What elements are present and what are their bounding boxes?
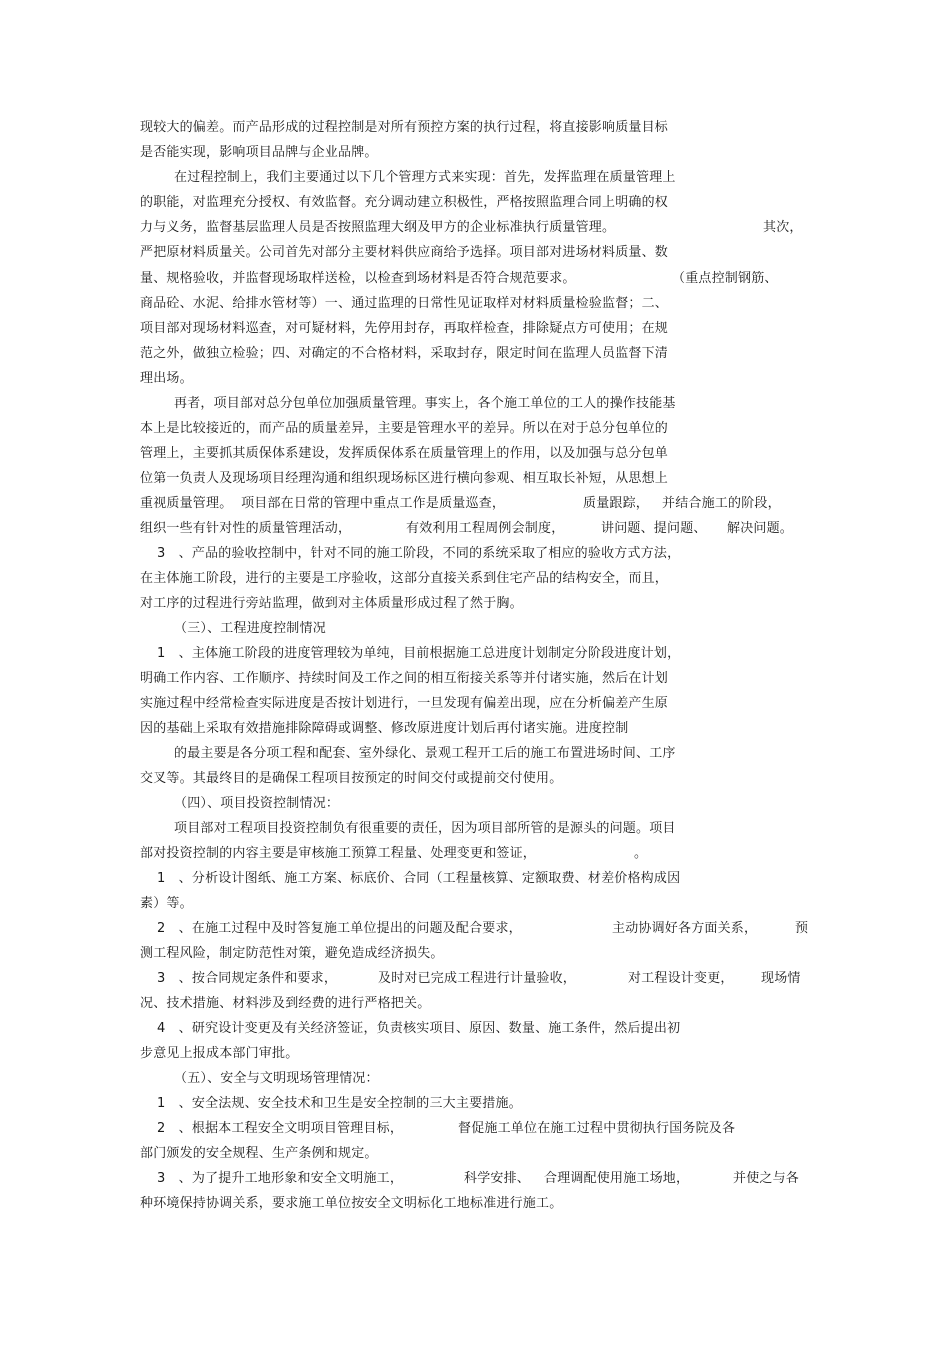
text-line: 1 、分析设计图纸、施工方案、标底价、合同（工程量核算、定额取费、材差价格构成因: [157, 871, 681, 886]
text-line: 部对投资控制的内容主要是审核施工预算工程量、处理变更和签证，: [140, 846, 537, 861]
text-line: 对工程设计变更，: [628, 971, 734, 986]
text-line: 步意见上报成本部门审批。: [140, 1046, 299, 1061]
text-line: 管理上，主要抓其质保体系建设，发挥质保体系在质量管理上的作用，以及加强与总分包单: [140, 446, 669, 461]
text-line: 解决问题。: [727, 521, 794, 536]
text-line: 现场情: [761, 971, 801, 986]
text-line: 项目部对工程项目投资控制负有很重要的责任，因为项目部所管的是源头的问题。项目: [174, 821, 676, 836]
text-line: 严把原材料质量关。公司首先对部分主要材料供应商给予选择。项目部对进场材料质量、数: [140, 245, 669, 260]
text-line: 交叉等。其最终目的是确保工程项目按预定的时间交付或提前交付使用。: [140, 771, 563, 786]
section-heading: （五）、安全与文明现场管理情况：: [174, 1071, 379, 1086]
text-line: 再者，项目部对总分包单位加强质量管理。事实上，各个施工单位的工人的操作技能基: [174, 396, 676, 411]
text-line: 量、规格验收，并监督现场取样送检，以检查到场材料是否符合规范要求。: [140, 271, 576, 286]
text-line: 实施过程中经常检查实际进度是否按计划进行，一旦发现有偏差出现，应在分析偏差产生原: [140, 696, 669, 711]
text-line: 有效利用工程周例会制度，: [406, 521, 565, 536]
text-line: 质量跟踪，: [583, 496, 650, 511]
text-line: 其次，: [763, 220, 803, 235]
text-line: 科学安排、: [464, 1171, 531, 1186]
text-line: 况、技术措施、材料涉及到经费的进行严格把关。: [140, 996, 431, 1011]
text-line: 是否能实现，影响项目品牌与企业品牌。: [140, 145, 378, 160]
text-line: 对工序的过程进行旁站监理，做到对主体质量形成过程了然于胸。: [140, 596, 523, 611]
text-line: 力与义务，监督基层监理人员是否按照监理大纲及甲方的企业标准执行质量管理。: [140, 220, 616, 235]
text-line: 商品砼、水泥、给排水管材等）一、通过监理的日常性见证取样对材料质量检验监督；二、: [140, 296, 669, 311]
text-line: 3 、产品的验收控制中，针对不同的施工阶段，不同的系统采取了相应的验收方式方法，: [157, 546, 681, 561]
text-line: 督促施工单位在施工过程中贯彻执行国务院及各: [458, 1121, 736, 1136]
text-line: 组织一些有针对性的质量管理活动，: [140, 521, 352, 536]
section-heading: （三）、工程进度控制情况: [174, 621, 326, 636]
text-line: 素）等。: [140, 896, 193, 911]
text-line: 现较大的偏差。而产品形成的过程控制是对所有预控方案的执行过程，将直接影响质量目标: [140, 120, 669, 135]
text-line: 因的基础上采取有效措施排除障碍或调整、修改原进度计划后再付诸实施。进度控制: [140, 721, 629, 736]
text-line: 本上是比较接近的，而产品的质量差异，主要是管理水平的差异。所以在对于总分包单位的: [140, 421, 669, 436]
text-line: 明确工作内容、工作顺序、持续时间及工作之间的相互衔接关系等并付诸实施，然后在计划: [140, 671, 669, 686]
text-line: 3 、为了提升工地形象和安全文明施工，: [157, 1171, 404, 1186]
text-line: 2 、在施工过程中及时答复施工单位提出的问题及配合要求，: [157, 921, 522, 936]
text-line: 在主体施工阶段，进行的主要是工序验收，这部分直接关系到住宅产品的结构安全，而且，: [140, 571, 669, 586]
text-line: 并使之与各: [733, 1171, 800, 1186]
text-line: 1 、主体施工阶段的进度管理较为单纯，目前根据施工总进度计划制定分阶段进度计划，: [157, 646, 681, 661]
text-line: 。: [634, 846, 648, 861]
section-heading: （四）、项目投资控制情况：: [174, 796, 340, 811]
text-line: 2 、根据本工程安全文明项目管理目标，: [157, 1121, 404, 1136]
text-line: 及时对已完成工程进行计量验收，: [378, 971, 577, 986]
text-line: 理出场。: [140, 371, 193, 386]
text-line: 范之外，做独立检验；四、对确定的不合格材料，采取封存，限定时间在监理人员监督下清: [140, 346, 669, 361]
text-line: 4 、研究设计变更及有关经济签证，负责核实项目、原因、数量、施工条件，然后提出初: [157, 1021, 681, 1036]
text-line: 的最主要是各分项工程和配套、室外绿化、景观工程开工后的施工布置进场时间、工序: [174, 746, 676, 761]
text-line: 主动协调好各方面关系，: [612, 921, 758, 936]
text-line: 合理调配使用施工场地，: [544, 1171, 690, 1186]
text-line: 1 、安全法规、安全技术和卫生是安全控制的三大主要措施。: [157, 1096, 522, 1111]
text-line: 项目部对现场材料巡查，对可疑材料，先停用封存，再取样检查，排除疑点方可使用；在规: [140, 321, 669, 336]
text-line: 并结合施工的阶段，: [662, 496, 781, 511]
text-line: 位第一负责人及现场项目经理沟通和组织现场标区进行横向参观、相互取长补短，从思想上: [140, 471, 669, 486]
text-line: 预: [795, 921, 809, 936]
text-line: 部门颁发的安全规程、生产条例和规定。: [140, 1146, 378, 1161]
text-line: 种环境保持协调关系，要求施工单位按安全文明标化工地标准进行施工。: [140, 1196, 563, 1211]
text-line: （重点控制钢筋、: [672, 271, 778, 286]
text-line: 在过程控制上，我们主要通过以下几个管理方式来实现：首先，发挥监理在质量管理上: [174, 170, 676, 185]
text-line: 讲问题、提问题、: [601, 521, 707, 536]
text-line: 的职能，对监理充分授权、有效监督。充分调动建立积极性，严格按照监理合同上明确的权: [140, 195, 669, 210]
text-line: 重视质量管理。 项目部在日常的管理中重点工作是质量巡查，: [140, 496, 506, 511]
text-line: 测工程风险，制定防范性对策，避免造成经济损失。: [140, 946, 444, 961]
text-line: 3 、按合同规定条件和要求，: [157, 971, 338, 986]
